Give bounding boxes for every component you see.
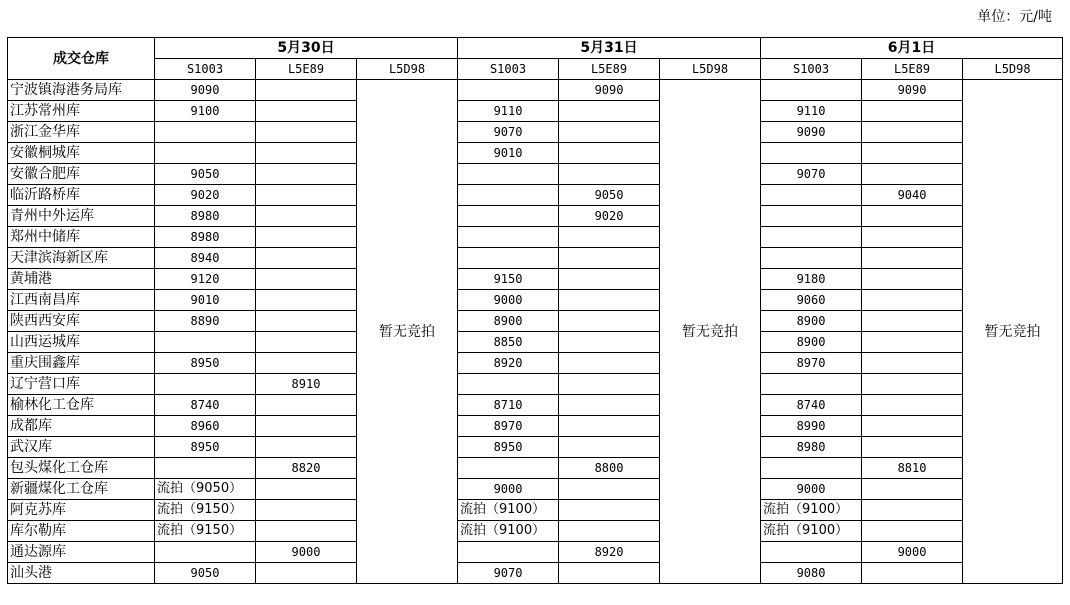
table-row bbox=[8, 353, 1063, 374]
unit-label: 单位：元/吨 bbox=[977, 9, 1052, 25]
price-cell: 8810 bbox=[862, 458, 963, 479]
price-cell bbox=[862, 311, 963, 332]
price-cell bbox=[256, 479, 357, 500]
price-cell: 9050 bbox=[155, 563, 256, 584]
price-cell bbox=[155, 374, 256, 395]
warehouse-name: 郑州中储库 bbox=[8, 227, 155, 248]
table-row bbox=[8, 101, 1063, 122]
price-cell: 9070 bbox=[761, 164, 862, 185]
price-cell: 9090 bbox=[155, 80, 256, 101]
price-cell bbox=[155, 332, 256, 353]
price-cell bbox=[862, 269, 963, 290]
price-cell bbox=[559, 353, 660, 374]
grade-header: L5D98 bbox=[963, 59, 1063, 80]
table-row bbox=[8, 332, 1063, 353]
price-cell bbox=[458, 248, 559, 269]
price-cell bbox=[761, 374, 862, 395]
table-row bbox=[8, 479, 1063, 500]
warehouse-name: 武汉库 bbox=[8, 437, 155, 458]
price-cell: 9180 bbox=[761, 269, 862, 290]
price-cell bbox=[761, 185, 862, 206]
price-cell: 9090 bbox=[761, 122, 862, 143]
price-cell: 流拍（9100） bbox=[761, 521, 862, 542]
price-cell: 8960 bbox=[155, 416, 256, 437]
grade-header: L5D98 bbox=[357, 59, 458, 80]
price-cell: 8900 bbox=[761, 311, 862, 332]
date-header-may31: 5月31日 bbox=[458, 38, 761, 59]
price-cell bbox=[256, 227, 357, 248]
price-cell: 9050 bbox=[559, 185, 660, 206]
warehouse-name: 浙江金华库 bbox=[8, 122, 155, 143]
price-cell bbox=[256, 500, 357, 521]
price-cell bbox=[256, 416, 357, 437]
price-cell bbox=[256, 206, 357, 227]
price-cell: 8740 bbox=[761, 395, 862, 416]
warehouse-name: 榆林化工仓库 bbox=[8, 395, 155, 416]
table-row bbox=[8, 563, 1063, 584]
price-cell bbox=[256, 395, 357, 416]
warehouse-name: 黄埔港 bbox=[8, 269, 155, 290]
price-cell bbox=[761, 248, 862, 269]
price-cell bbox=[862, 500, 963, 521]
warehouse-name: 临沂路桥库 bbox=[8, 185, 155, 206]
price-cell bbox=[862, 353, 963, 374]
table-row bbox=[8, 374, 1063, 395]
price-cell bbox=[559, 290, 660, 311]
table-body bbox=[8, 80, 1063, 584]
warehouse-name: 安徽合肥库 bbox=[8, 164, 155, 185]
header-row-dates bbox=[8, 38, 1063, 59]
price-cell bbox=[559, 227, 660, 248]
price-cell bbox=[559, 563, 660, 584]
price-cell bbox=[559, 332, 660, 353]
price-cell bbox=[559, 374, 660, 395]
warehouse-name: 山西运城库 bbox=[8, 332, 155, 353]
price-cell bbox=[256, 122, 357, 143]
warehouse-column-header: 成交仓库 bbox=[8, 38, 155, 80]
grade-header: S1003 bbox=[761, 59, 862, 80]
price-cell: 9000 bbox=[761, 479, 862, 500]
warehouse-name: 江西南昌库 bbox=[8, 290, 155, 311]
table-row bbox=[8, 458, 1063, 479]
price-cell: 9040 bbox=[862, 185, 963, 206]
warehouse-name: 新疆煤化工仓库 bbox=[8, 479, 155, 500]
price-cell bbox=[458, 458, 559, 479]
price-cell bbox=[862, 563, 963, 584]
price-cell: 8910 bbox=[256, 374, 357, 395]
price-cell: 9000 bbox=[862, 542, 963, 563]
price-cell: 9090 bbox=[559, 80, 660, 101]
price-cell: 9110 bbox=[761, 101, 862, 122]
price-cell bbox=[862, 164, 963, 185]
price-cell: 8710 bbox=[458, 395, 559, 416]
table-row bbox=[8, 437, 1063, 458]
price-cell bbox=[862, 248, 963, 269]
price-cell bbox=[458, 80, 559, 101]
grade-header: L5E89 bbox=[559, 59, 660, 80]
date-header-jun1: 6月1日 bbox=[761, 38, 1063, 59]
no-bid-cell: 暂无竞拍 bbox=[660, 80, 761, 584]
price-cell: 流拍（9100） bbox=[761, 500, 862, 521]
price-cell bbox=[256, 290, 357, 311]
price-cell: 9020 bbox=[559, 206, 660, 227]
warehouse-name: 阿克苏库 bbox=[8, 500, 155, 521]
price-cell: 9070 bbox=[458, 563, 559, 584]
price-cell bbox=[256, 164, 357, 185]
warehouse-name: 库尔勒库 bbox=[8, 521, 155, 542]
price-cell bbox=[559, 122, 660, 143]
price-cell bbox=[256, 353, 357, 374]
price-cell bbox=[862, 101, 963, 122]
price-cell: 8940 bbox=[155, 248, 256, 269]
warehouse-name: 通达源库 bbox=[8, 542, 155, 563]
grade-header: L5D98 bbox=[660, 59, 761, 80]
warehouse-name: 安徽桐城库 bbox=[8, 143, 155, 164]
price-cell bbox=[256, 311, 357, 332]
price-cell: 8980 bbox=[155, 206, 256, 227]
price-cell bbox=[256, 185, 357, 206]
price-cell bbox=[458, 185, 559, 206]
grade-header: S1003 bbox=[155, 59, 256, 80]
price-cell: 8950 bbox=[458, 437, 559, 458]
table-row bbox=[8, 542, 1063, 563]
table-row bbox=[8, 164, 1063, 185]
price-cell bbox=[862, 437, 963, 458]
warehouse-name: 宁波镇海港务局库 bbox=[8, 80, 155, 101]
price-cell bbox=[559, 101, 660, 122]
price-cell bbox=[559, 437, 660, 458]
price-cell bbox=[155, 143, 256, 164]
price-cell: 9050 bbox=[155, 164, 256, 185]
price-cell: 9090 bbox=[862, 80, 963, 101]
price-cell: 流拍（9150） bbox=[155, 500, 256, 521]
price-cell bbox=[458, 374, 559, 395]
price-cell: 流拍（9150） bbox=[155, 521, 256, 542]
grade-header: L5E89 bbox=[862, 59, 963, 80]
price-cell: 9020 bbox=[155, 185, 256, 206]
price-cell bbox=[458, 227, 559, 248]
grade-header: L5E89 bbox=[256, 59, 357, 80]
price-cell: 8970 bbox=[458, 416, 559, 437]
warehouse-name: 包头煤化工仓库 bbox=[8, 458, 155, 479]
warehouse-name: 陕西西安库 bbox=[8, 311, 155, 332]
price-cell bbox=[559, 395, 660, 416]
price-cell bbox=[559, 311, 660, 332]
table-row bbox=[8, 290, 1063, 311]
price-cell bbox=[559, 479, 660, 500]
price-cell bbox=[155, 458, 256, 479]
price-cell: 8890 bbox=[155, 311, 256, 332]
price-cell bbox=[862, 122, 963, 143]
price-cell bbox=[256, 563, 357, 584]
price-cell bbox=[256, 332, 357, 353]
price-cell: 9070 bbox=[458, 122, 559, 143]
price-cell: 9000 bbox=[256, 542, 357, 563]
price-cell bbox=[256, 80, 357, 101]
price-cell: 8990 bbox=[761, 416, 862, 437]
price-cell: 流拍（9050） bbox=[155, 479, 256, 500]
price-cell bbox=[559, 164, 660, 185]
price-cell: 流拍（9100） bbox=[458, 500, 559, 521]
grade-header: S1003 bbox=[458, 59, 559, 80]
price-cell: 8920 bbox=[458, 353, 559, 374]
price-cell bbox=[862, 521, 963, 542]
warehouse-name: 成都库 bbox=[8, 416, 155, 437]
date-header-may30: 5月30日 bbox=[155, 38, 458, 59]
price-cell: 8980 bbox=[155, 227, 256, 248]
price-cell: 8950 bbox=[155, 353, 256, 374]
price-cell bbox=[862, 374, 963, 395]
table-row bbox=[8, 269, 1063, 290]
price-cell: 9150 bbox=[458, 269, 559, 290]
price-cell bbox=[155, 122, 256, 143]
price-cell: 9000 bbox=[458, 479, 559, 500]
table-row bbox=[8, 185, 1063, 206]
warehouse-name: 江苏常州库 bbox=[8, 101, 155, 122]
price-cell: 8850 bbox=[458, 332, 559, 353]
price-cell: 9010 bbox=[155, 290, 256, 311]
price-cell: 9010 bbox=[458, 143, 559, 164]
price-cell bbox=[256, 437, 357, 458]
table-row bbox=[8, 416, 1063, 437]
price-cell: 8950 bbox=[155, 437, 256, 458]
warehouse-name: 汕头港 bbox=[8, 563, 155, 584]
price-cell: 8900 bbox=[458, 311, 559, 332]
table-row bbox=[8, 500, 1063, 521]
price-cell: 9080 bbox=[761, 563, 862, 584]
price-cell bbox=[458, 206, 559, 227]
price-cell bbox=[155, 542, 256, 563]
price-cell: 9000 bbox=[458, 290, 559, 311]
price-cell bbox=[761, 458, 862, 479]
price-cell bbox=[458, 164, 559, 185]
price-cell bbox=[559, 416, 660, 437]
price-cell: 9100 bbox=[155, 101, 256, 122]
price-cell bbox=[862, 395, 963, 416]
price-cell: 流拍（9100） bbox=[458, 521, 559, 542]
table-row bbox=[8, 227, 1063, 248]
price-cell bbox=[559, 269, 660, 290]
table-row bbox=[8, 311, 1063, 332]
price-cell bbox=[862, 206, 963, 227]
price-cell: 8900 bbox=[761, 332, 862, 353]
price-cell bbox=[862, 332, 963, 353]
price-cell bbox=[559, 521, 660, 542]
price-cell bbox=[761, 227, 862, 248]
price-cell bbox=[862, 479, 963, 500]
warehouse-name: 青州中外运库 bbox=[8, 206, 155, 227]
price-cell: 9110 bbox=[458, 101, 559, 122]
table-row bbox=[8, 521, 1063, 542]
price-cell bbox=[559, 248, 660, 269]
warehouse-name: 辽宁营口库 bbox=[8, 374, 155, 395]
table-row bbox=[8, 143, 1063, 164]
price-cell bbox=[256, 248, 357, 269]
table-row bbox=[8, 122, 1063, 143]
price-cell bbox=[761, 206, 862, 227]
price-cell: 8980 bbox=[761, 437, 862, 458]
price-cell: 8820 bbox=[256, 458, 357, 479]
price-cell bbox=[256, 101, 357, 122]
price-cell bbox=[761, 143, 862, 164]
price-cell: 8740 bbox=[155, 395, 256, 416]
price-cell bbox=[458, 542, 559, 563]
warehouse-name: 天津滨海新区库 bbox=[8, 248, 155, 269]
price-cell bbox=[256, 143, 357, 164]
price-cell: 8970 bbox=[761, 353, 862, 374]
price-cell bbox=[862, 227, 963, 248]
price-cell bbox=[761, 80, 862, 101]
price-cell bbox=[862, 416, 963, 437]
price-cell bbox=[862, 290, 963, 311]
price-cell bbox=[559, 143, 660, 164]
price-cell: 8920 bbox=[559, 542, 660, 563]
price-cell bbox=[862, 143, 963, 164]
price-cell: 8800 bbox=[559, 458, 660, 479]
auction-table bbox=[7, 37, 1063, 584]
table-row bbox=[8, 395, 1063, 416]
no-bid-cell: 暂无竞拍 bbox=[357, 80, 458, 584]
table-row bbox=[8, 248, 1063, 269]
header-row-grades bbox=[8, 59, 1063, 80]
price-cell: 9120 bbox=[155, 269, 256, 290]
price-cell bbox=[559, 500, 660, 521]
price-cell bbox=[256, 521, 357, 542]
table-row bbox=[8, 206, 1063, 227]
price-cell bbox=[761, 542, 862, 563]
price-cell bbox=[256, 269, 357, 290]
price-cell: 9060 bbox=[761, 290, 862, 311]
warehouse-name: 重庆围鑫库 bbox=[8, 353, 155, 374]
no-bid-cell: 暂无竞拍 bbox=[963, 80, 1063, 584]
table-row bbox=[8, 80, 1063, 101]
